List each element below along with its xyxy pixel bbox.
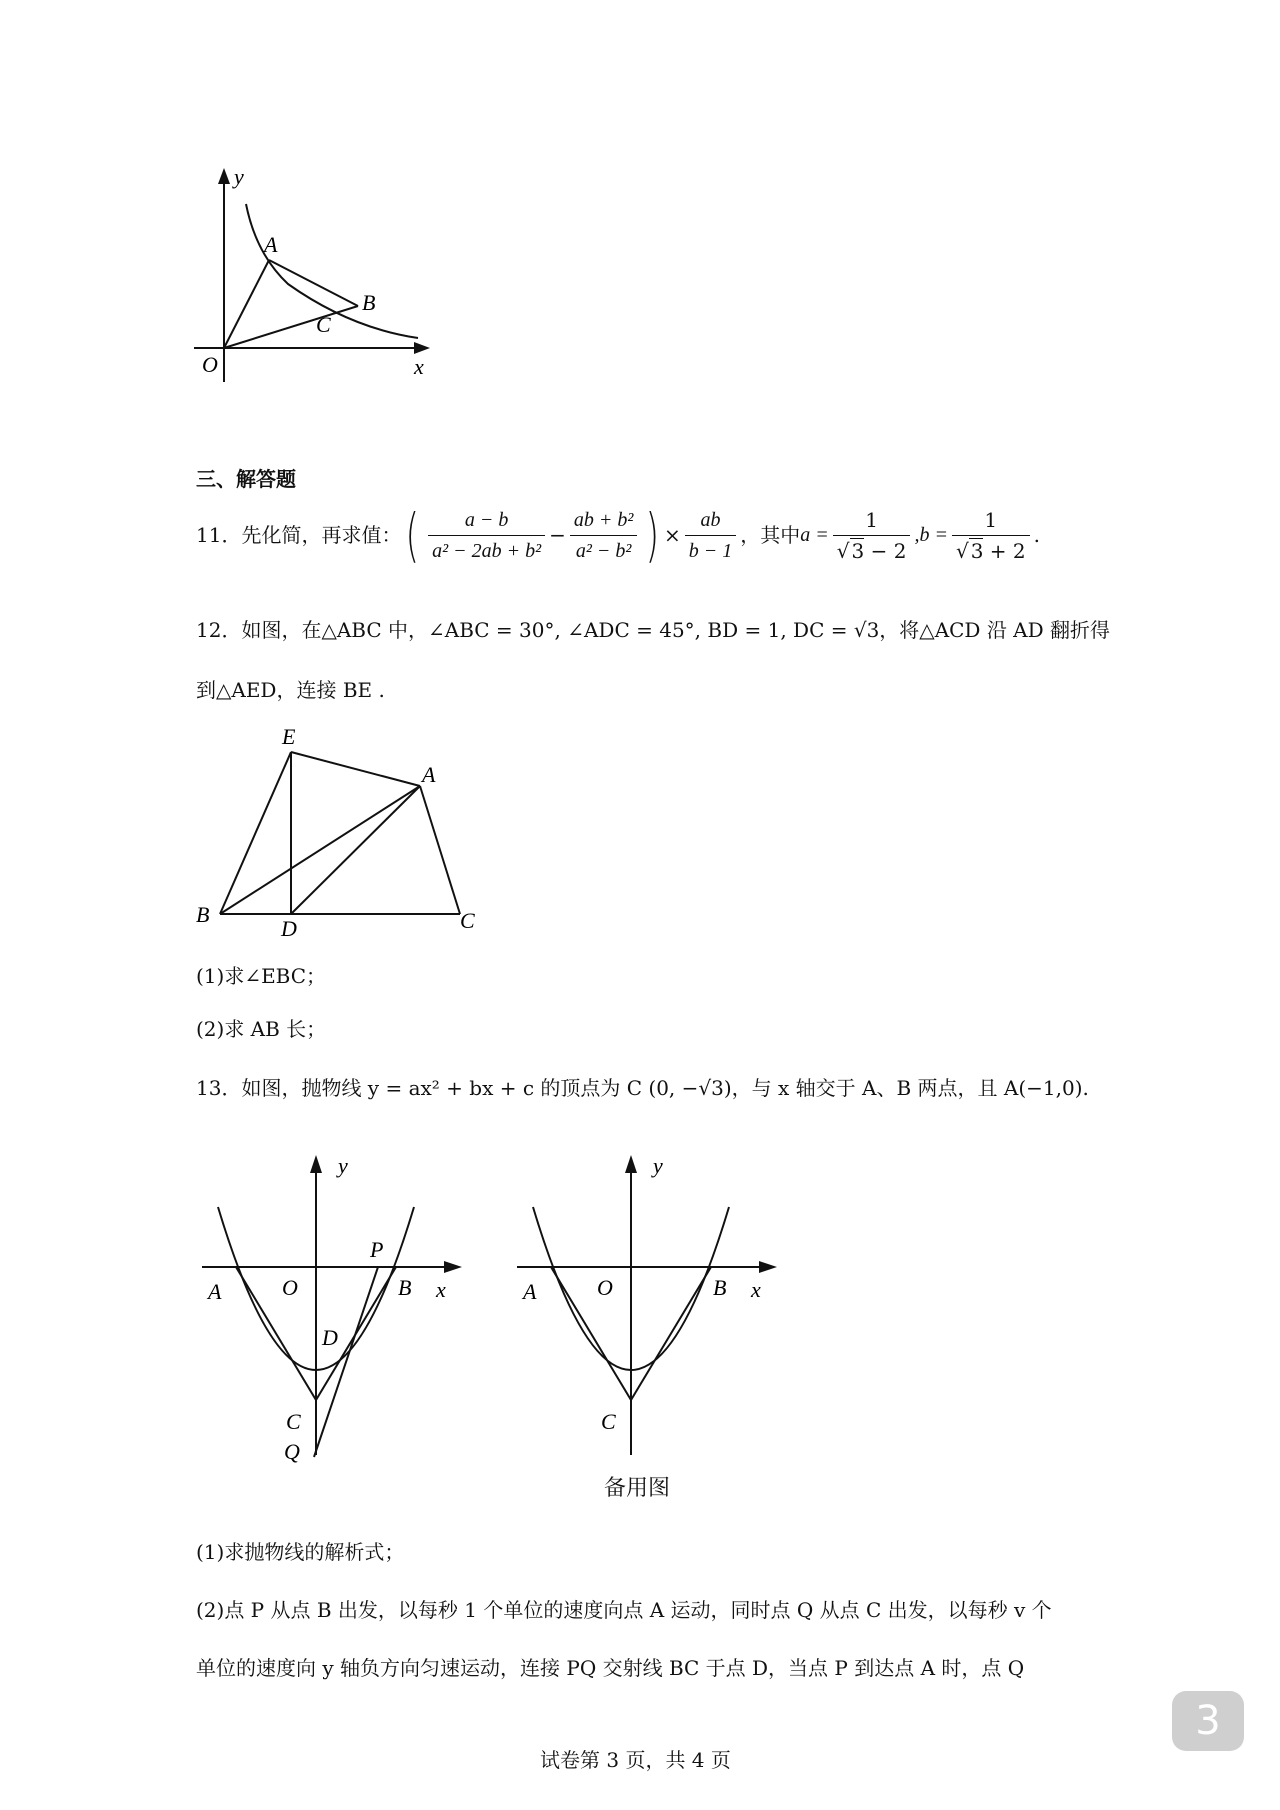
- x-axis-arrow: [759, 1261, 777, 1273]
- q11-times: ×: [663, 523, 681, 547]
- q11-frac2: [570, 508, 638, 563]
- hyperbola-curve: [246, 204, 418, 338]
- q11-b-eq: ,b =: [914, 524, 948, 546]
- y-axis-arrow: [310, 1155, 322, 1173]
- label-d: D: [322, 1325, 338, 1350]
- label-b: B: [196, 902, 210, 927]
- q11-minus: −: [549, 523, 566, 547]
- page-footer: 试卷第 3 页，共 4 页: [540, 1748, 731, 1772]
- q12-part1: (1)求∠EBC；: [196, 964, 327, 988]
- segment-bc: [631, 1267, 711, 1400]
- q11-line: [196, 501, 1040, 569]
- label-b: B: [398, 1275, 412, 1300]
- figure-parabola-spare: [505, 1145, 795, 1465]
- q11-a-frac: [833, 508, 911, 563]
- q11-frac1-den: a² − 2ab + b²: [432, 539, 542, 562]
- q11-frac2-num: ab + b²: [570, 508, 638, 536]
- segment-ac: [236, 1267, 316, 1400]
- q11-where: ，其中: [740, 523, 801, 547]
- q11-b-den-root: 3: [970, 538, 984, 563]
- q11-a-den-rest: − 2: [864, 538, 907, 563]
- segment-be: [220, 752, 291, 914]
- page-number-badge: 3: [1172, 1691, 1244, 1751]
- label-q: Q: [284, 1439, 300, 1464]
- figure-triangle: [190, 718, 490, 938]
- q13-part1: (1)求抛物线的解析式；: [196, 1540, 405, 1564]
- q11-a-eq: a =: [800, 524, 829, 546]
- q13-part2-line1: (2)点 P 从点 B 出发，以每秒 1 个单位的速度向点 A 运动，同时点 Q 从点 C 出发，以每秒 v 个: [196, 1598, 1052, 1622]
- y-axis-arrow: [218, 168, 230, 184]
- q12-line1: 12．如图，在△ABC 中，∠ABC = 30°, ∠ADC = 45°, BD = 1, DC = √3，将△ACD 沿 AD 翻折得: [196, 618, 1111, 642]
- label-d: D: [281, 916, 297, 938]
- q12-part2: (2)求 AB 长；: [196, 1017, 327, 1041]
- label-o: O: [282, 1275, 298, 1300]
- segment-ea: [291, 752, 420, 786]
- label-b: B: [713, 1275, 727, 1300]
- label-a: A: [422, 762, 436, 787]
- q11-b-frac: [952, 508, 1030, 563]
- section-title: 三、解答题: [196, 467, 296, 491]
- label-y: y: [338, 1153, 348, 1178]
- left-paren: (: [405, 501, 420, 569]
- segment-ac: [551, 1267, 631, 1400]
- y-axis-arrow: [625, 1155, 637, 1173]
- label-p: P: [370, 1237, 384, 1262]
- x-axis-arrow: [414, 342, 430, 354]
- q11-end: .: [1033, 523, 1040, 547]
- label-e: E: [282, 724, 296, 749]
- q11-frac3-den: b − 1: [688, 539, 733, 562]
- label-c: C: [601, 1409, 616, 1434]
- q11-frac1-num: a − b: [428, 508, 545, 536]
- q11-frac3: [685, 508, 737, 563]
- q11-a-den: √ 3 − 2: [836, 538, 907, 563]
- q13-part2-line2: 单位的速度向 y 轴负方向匀速运动，连接 PQ 交射线 BC 于点 D，当点 P 到达点 A 时，点 Q: [196, 1656, 1025, 1680]
- label-x: x: [751, 1277, 761, 1302]
- label-y: y: [653, 1153, 663, 1178]
- q12-line2: 到△AED，连接 BE .: [196, 678, 385, 702]
- q11-b-num: 1: [952, 508, 1030, 536]
- label-c: C: [460, 908, 475, 933]
- q11-prefix: 11．先化简，再求值：: [196, 523, 402, 547]
- q11-frac1: [428, 508, 545, 563]
- label-a: A: [264, 232, 278, 257]
- q13-line1: 13．如图，抛物线 y = ax² + bx + c 的顶点为 C (0, −√3)，与 x 轴交于 A、B 两点，且 A(−1,0).: [196, 1076, 1089, 1100]
- segment-ab: [269, 260, 358, 306]
- label-o: O: [597, 1275, 613, 1300]
- right-paren: ): [645, 501, 660, 569]
- label-c: C: [316, 312, 331, 337]
- segment-da: [291, 786, 420, 914]
- label-c: C: [286, 1409, 301, 1434]
- figure-hyperbola: [180, 160, 440, 390]
- segment-pq: [314, 1267, 378, 1457]
- q11-b-den-rest: + 2: [983, 538, 1026, 563]
- q11-a-den-root: 3: [851, 538, 865, 563]
- q11-frac3-num: ab: [685, 508, 737, 536]
- x-axis-arrow: [444, 1261, 462, 1273]
- segment-ob: [224, 306, 358, 348]
- segment-ac: [420, 786, 460, 914]
- label-b: B: [362, 290, 376, 315]
- segment-oa: [224, 260, 269, 348]
- figure-parabola-main: [190, 1145, 480, 1465]
- segment-ba: [220, 786, 420, 914]
- q11-frac2-den: a² − b²: [575, 539, 632, 562]
- q11-b-den: √ 3 + 2: [955, 538, 1026, 563]
- label-a: A: [208, 1279, 222, 1304]
- label-o: O: [202, 352, 218, 377]
- label-x: x: [414, 354, 424, 379]
- spare-figure-caption: 备用图: [604, 1476, 671, 1501]
- q11-a-num: 1: [833, 508, 911, 536]
- label-a: A: [523, 1279, 537, 1304]
- label-y: y: [234, 164, 244, 189]
- label-x: x: [436, 1277, 446, 1302]
